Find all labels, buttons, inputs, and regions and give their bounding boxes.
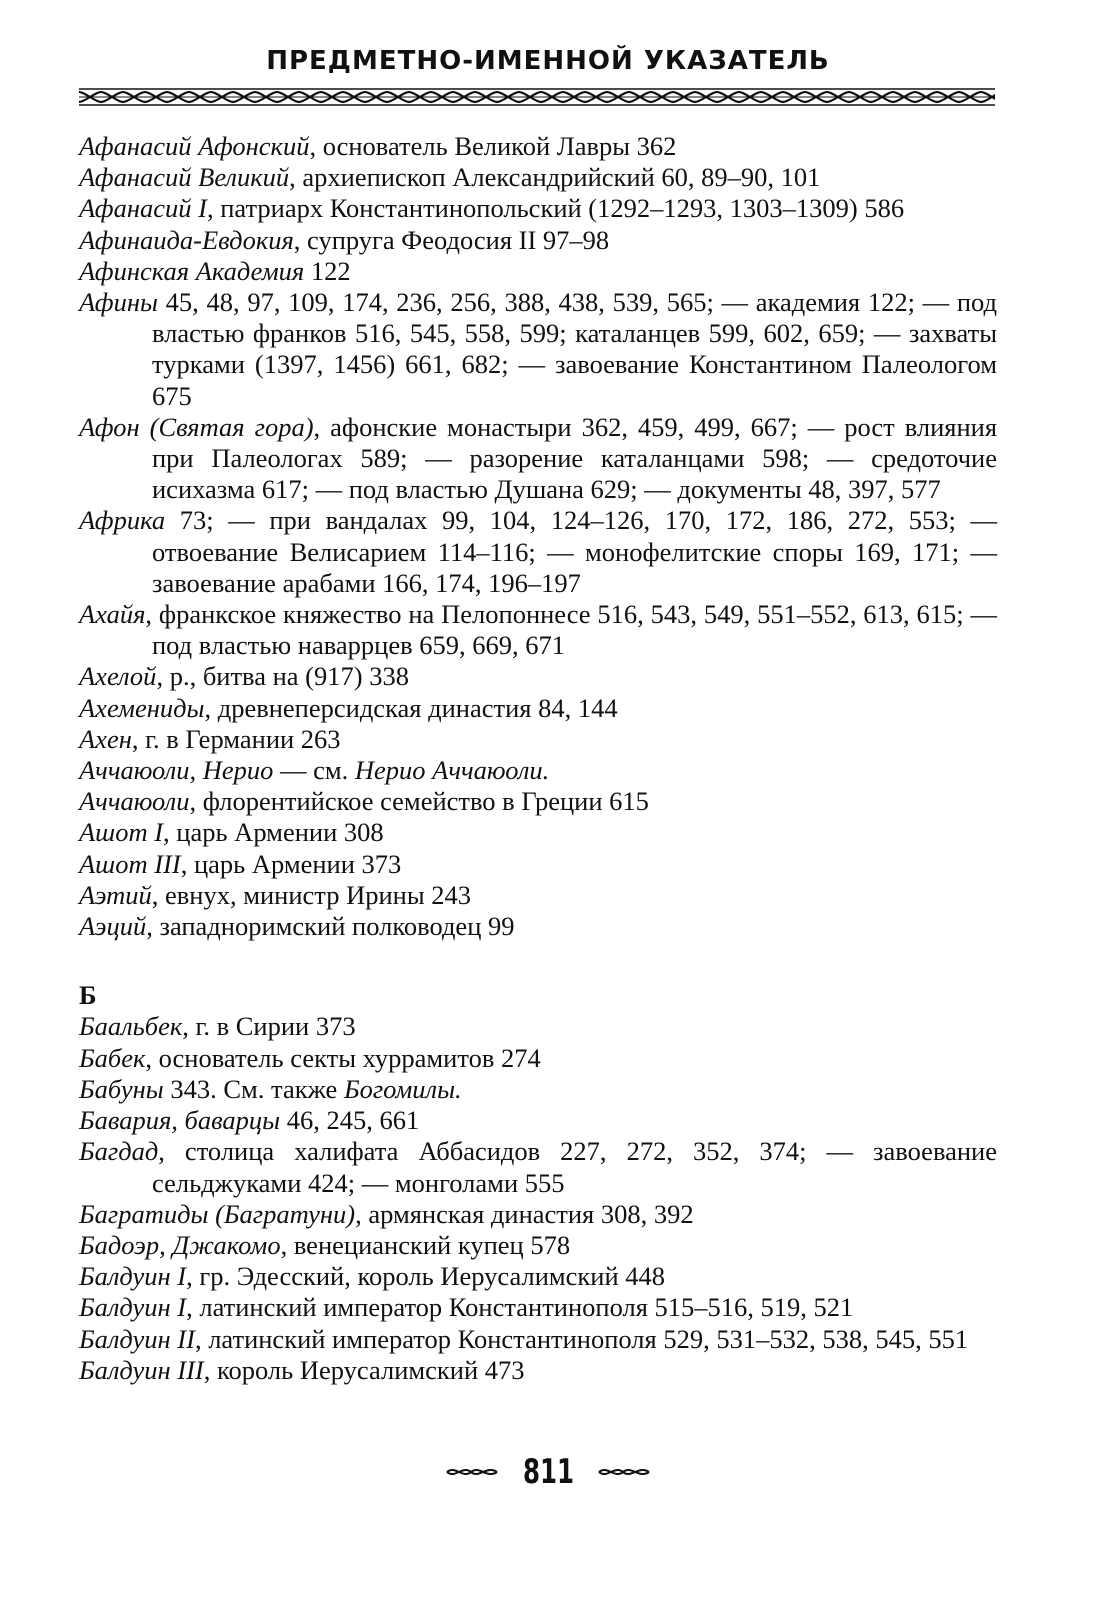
index-term: Ахелой (79, 661, 157, 692)
index-text: , венецианский купец 578 (280, 1229, 571, 1260)
index-text: , г. в Сирии 373 (182, 1011, 356, 1042)
footer-ornament-right (597, 1465, 651, 1479)
index-text: , патриарх Константинопольский (1292–1293, 1303–1309) 586 (206, 193, 905, 224)
page-number: 811 (522, 1452, 574, 1492)
page-footer (0, 1452, 1096, 1502)
index-text: , древнеперсидская династия 84, 144 (204, 692, 618, 723)
index-term: Африка (79, 505, 166, 536)
index-term: Афанасий I (79, 193, 207, 224)
footer-ornament-left (445, 1465, 499, 1479)
running-header-title: ПРЕДМЕТНО-ИМЕННОЙ УКАЗАТЕЛЬ (266, 46, 830, 76)
index-entry (79, 693, 997, 724)
index-term: Аэтий (79, 879, 152, 910)
index-text: , супруга Феодосия II 97–98 (293, 224, 610, 255)
index-text: , архиепископ Александрийский 60, 89–90, 101 (289, 162, 821, 193)
index-entry (79, 786, 997, 817)
index-entry (79, 724, 997, 755)
index-text: , евнух, министр Ирины 243 (151, 879, 472, 910)
index-entry (79, 1043, 997, 1074)
index-entry (79, 1199, 997, 1230)
index-text: , афонские монастыри 362, 459, 499, 667; — рост влияния при Палеологах 589; — разорение каталанцами 598; — средоточие исихазма 617; — под властью Душана 629; — документы 48, 397, 577 (152, 411, 998, 505)
index-entry (79, 911, 997, 942)
index-text: , король Иерусалимский 473 (203, 1354, 525, 1385)
index-entry (79, 505, 997, 599)
index-text: — см. (273, 755, 355, 786)
index-text: , латинский император Константинополя 515–516, 519, 521 (186, 1292, 854, 1323)
index-entry (79, 1136, 997, 1198)
index-entry (79, 1261, 997, 1292)
index-text: , г. в Германии 263 (131, 723, 341, 754)
index-term: Афинаида-Евдокия (79, 224, 294, 255)
index-text: , гр. Эдесский, король Иерусалимский 448 (186, 1261, 666, 1292)
index-term: Афины (79, 287, 158, 318)
index-cross-reference: Богомилы. (343, 1073, 462, 1104)
entries-list-a (79, 131, 997, 942)
index-term: Ашот I (79, 817, 164, 848)
index-entry (79, 817, 997, 848)
index-body (79, 131, 997, 1386)
index-entry (79, 1324, 997, 1355)
index-cross-reference: Нерио Аччаюоли. (354, 755, 550, 786)
index-term: Бабуны (79, 1073, 164, 1104)
index-entry (79, 256, 997, 287)
index-entry (79, 1011, 997, 1042)
braided-ornament-band (79, 88, 995, 106)
index-entry (79, 1355, 997, 1386)
index-text: , столица халифата Аббасидов 227, 272, 352, 374; — завоевание сельджуками 424; — монголами 555 (152, 1136, 997, 1198)
index-entry (79, 162, 997, 193)
index-text: , р., битва на (917) 338 (156, 661, 409, 692)
index-term: Афон (Святая гора) (79, 411, 314, 442)
index-entry (79, 661, 997, 692)
index-term: Ашот III (79, 848, 181, 879)
index-entry (79, 1105, 997, 1136)
index-term: Балдуин II (79, 1323, 195, 1354)
index-term: Багратиды (Багратуни) (79, 1198, 356, 1229)
index-entry (79, 755, 997, 786)
index-text: , латинский император Константинополя 529, 531–532, 538, 545, 551 (194, 1323, 969, 1354)
index-entry (79, 225, 997, 256)
index-text: , царь Армении 373 (180, 848, 402, 879)
index-term: Афинская Академия (79, 255, 305, 286)
index-entry (79, 131, 997, 162)
index-text: 343. См. также (163, 1073, 344, 1104)
index-text: 122 (304, 255, 351, 286)
index-term: Багдад (79, 1136, 159, 1167)
index-term: Аччаюоли, Нерио (79, 755, 274, 786)
index-term: Бавария, баварцы (79, 1105, 281, 1136)
index-text: , западноримский полководец 99 (146, 911, 515, 942)
index-term: Аэций (79, 911, 147, 942)
letter-heading-b: Б (79, 980, 97, 1011)
index-term: Бадоэр, Джакомо (79, 1229, 281, 1260)
index-entry (79, 849, 997, 880)
index-term: Балдуин I (79, 1292, 187, 1323)
index-text: 46, 245, 661 (280, 1105, 420, 1136)
index-term: Аччаюоли (79, 786, 190, 817)
index-text: 45, 48, 97, 109, 174, 236, 256, 388, 438, 539, 565; — академия 122; — под властью франков 516, 545, 558, 599; каталанцев 599, 602, 659; — захваты турками (1397, 1456) 661, 682; — завоевание Константином Палеологом 675 (152, 287, 997, 411)
index-term: Балдуин I (79, 1261, 187, 1292)
entries-list-b (79, 1011, 997, 1385)
index-term: Ахайя (79, 599, 146, 630)
index-text: , царь Армении 308 (163, 817, 384, 848)
index-entry (79, 193, 997, 224)
index-entry (79, 1230, 997, 1261)
index-entry (79, 1292, 997, 1323)
index-term: Ахемениды (79, 692, 205, 723)
index-term: Ахен (79, 723, 132, 754)
index-text: , основатель секты хуррамитов 274 (145, 1042, 541, 1073)
index-text: , флорентийское семейство в Греции 615 (189, 786, 649, 817)
index-term: Бабек (79, 1042, 146, 1073)
index-entry (79, 287, 997, 412)
index-entry (79, 412, 997, 506)
index-entry (79, 880, 997, 911)
index-term: Баальбек (79, 1011, 183, 1042)
index-text: , основатель Великой Лавры 362 (309, 131, 677, 161)
index-term: Афанасий Афонский (79, 131, 310, 161)
index-term: Балдуин III (79, 1354, 204, 1385)
index-entry (79, 1074, 997, 1105)
index-entry (79, 599, 997, 661)
index-term: Афанасий Великий (79, 162, 290, 193)
index-text: , армянская династия 308, 392 (355, 1198, 694, 1229)
index-text: 73; — при вандалах 99, 104, 124–126, 170, 172, 186, 272, 553; — отвоевание Велисарием 114–116; — монофелитские споры 169, 171; — завоевание арабами 166, 174, 196–197 (152, 505, 997, 598)
index-text: , франкское княжество на Пелопоннесе 516, 543, 549, 551–552, 613, 615; — под властью наваррцев 659, 669, 671 (145, 599, 997, 661)
